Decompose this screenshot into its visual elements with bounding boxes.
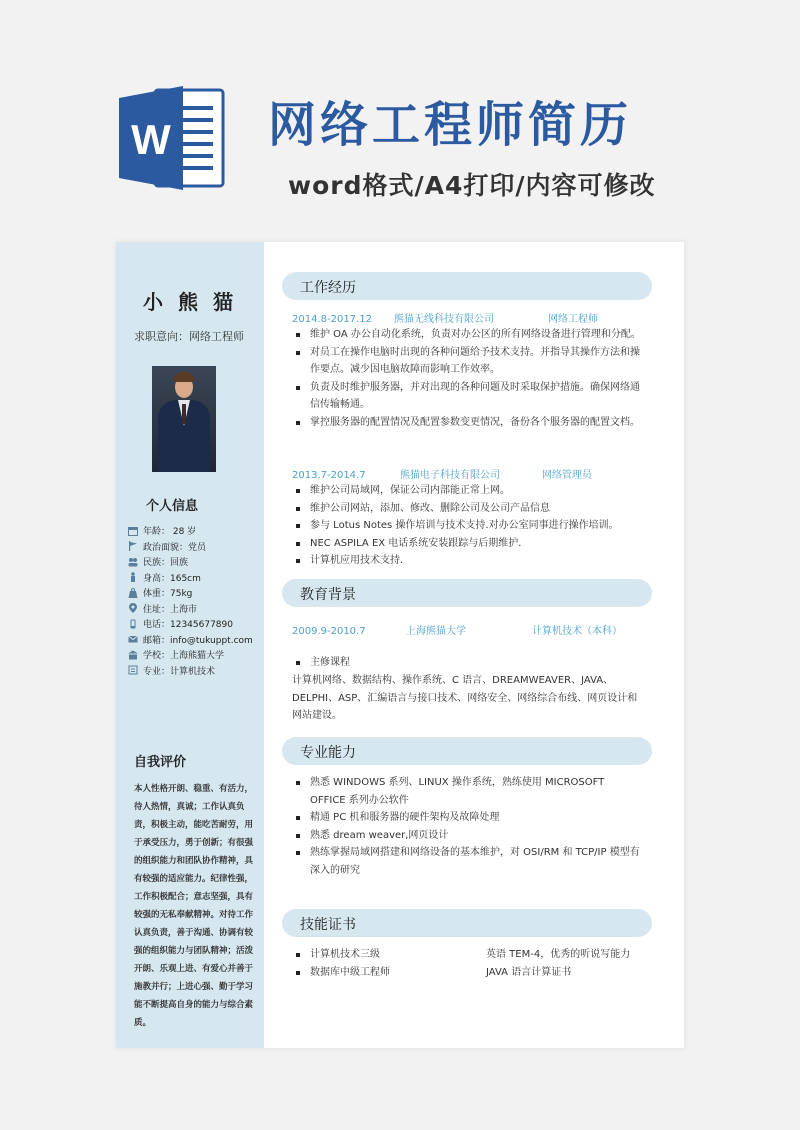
- education-meta: 2009.9-2010.7 上海熊猫大学 计算机技术（本科）: [292, 626, 622, 637]
- major-icon: [128, 665, 138, 675]
- skills-section-header: [282, 737, 652, 765]
- work-section-header: [282, 272, 652, 300]
- list-item: 计算机应用技术支持.: [292, 552, 642, 570]
- job-meta: 2014.8-2017.12 熊猫无线科技有限公司 网络工程师: [292, 314, 598, 325]
- page-title: 网络工程师简历: [268, 97, 633, 153]
- job-meta: 2013.7-2014.7 熊猫电子科技有限公司 网络管理员: [292, 470, 592, 481]
- education-section-header: [282, 579, 652, 607]
- candidate-name: 小 熊 猫: [143, 290, 237, 314]
- education-heading: 教育背景: [300, 587, 356, 603]
- word-document-icon: [117, 84, 229, 192]
- certs-left-list: [292, 946, 390, 981]
- job-intent: 求职意向：网络工程师: [134, 330, 244, 343]
- list-item: 数据库中级工程师: [292, 964, 390, 982]
- profile-photo: [152, 366, 216, 472]
- flag-icon: [128, 541, 138, 551]
- self-eval-heading: 自我评价: [134, 755, 187, 770]
- list-item: 负责及时维护服务器，并对出现的各种问题及时采取保护措施。确保网络通信传输畅通。: [292, 379, 642, 414]
- height-icon: [128, 572, 138, 582]
- list-item: JAVA 语言计算证书: [486, 966, 572, 978]
- list-item: 对员工在操作电脑时出现的各种问题给予技术支持。并指导其操作方法和操作要点。减少因电脑故障而影响工作效率。: [292, 344, 642, 379]
- location-icon: [128, 603, 138, 613]
- info-row: 民族：回族: [128, 554, 262, 570]
- self-eval-text: 本人性格开朗、稳重、有活力，待人热情，真诚；工作认真负责，积极主动，能吃苦耐劳，用于承受压力，勇于创新；有很强的组织能力和团队协作精神，具有较强的适应能力。纪律性强，工作积极配合；意志坚强，具有较强的无私奉献精神。对待工作认真负责，善于沟通、协调有较强的组织能力与团队精神；活泼开朗、乐观上进、有爱心并善于施教并行；上进心强、勤于学习能不断提高自身的能力与综合素质。: [134, 784, 254, 1028]
- info-row: 体重：75kg: [128, 585, 262, 601]
- list-item: 熟悉 dream weaver,网页设计: [292, 827, 642, 845]
- job-duty-list: [292, 326, 642, 431]
- list-item: 计算机技术三级: [292, 946, 390, 964]
- list-item: 英语 TEM-4，优秀的听说写能力: [486, 949, 631, 960]
- weight-icon: [128, 588, 138, 598]
- list-item: 维护公司网站，添加、修改、删除公司及公司产品信息: [292, 500, 642, 518]
- skills-heading: 专业能力: [300, 745, 356, 761]
- personal-info-list: [128, 523, 262, 678]
- main-content: [264, 242, 684, 1048]
- info-row: 电话：12345677890: [128, 616, 262, 632]
- info-row: 学校：上海熊猫大学: [128, 647, 262, 663]
- list-item: 维护公司局域网，保证公司内部能正常上网。: [292, 482, 642, 500]
- personal-info-heading: 个人信息: [146, 499, 199, 514]
- courses-list: [292, 654, 642, 672]
- banner: [0, 0, 800, 240]
- list-item: 参与 Lotus Notes 操作培训与技术支持.对办公室同事进行操作培训。: [292, 517, 642, 535]
- job-duty-list: [292, 482, 642, 570]
- list-item: 熟悉 WINDOWS 系列、LINUX 操作系统，熟练使用 MICROSOFT OFFICE 系列办公软件: [292, 774, 642, 809]
- work-heading: 工作经历: [300, 280, 356, 296]
- calendar-icon: [128, 526, 138, 536]
- list-item: 熟练掌握局域网搭建和网络设备的基本维护，对 OSI/RM 和 TCP/IP 模型有深入的研究: [292, 844, 642, 879]
- school-icon: [128, 650, 138, 660]
- certs-heading: 技能证书: [300, 917, 356, 933]
- certs-right-list: [486, 946, 630, 981]
- list-item: 掌控服务器的配置情况及配置参数变更情况，备份各个服务器的配置文档。: [292, 414, 642, 432]
- list-item: NEC ASPILA EX 电话系统安装跟踪与后期维护.: [292, 535, 642, 553]
- mail-icon: [128, 634, 138, 644]
- list-item: 主修课程: [292, 654, 642, 672]
- info-row: 邮箱：info@tukuppt.com: [128, 632, 262, 648]
- phone-icon: [128, 619, 138, 629]
- info-row: 住址：上海市: [128, 601, 262, 617]
- people-icon: [128, 557, 138, 567]
- info-row: 身高：165cm: [128, 570, 262, 586]
- info-row: 政治面貌：党员: [128, 539, 262, 555]
- list-item: 维护 OA 办公自动化系统，负责对办公区的所有网络设备进行管理和分配。: [292, 326, 642, 344]
- sidebar: [116, 242, 264, 1048]
- info-row: 年龄： 28 岁: [128, 523, 262, 539]
- resume-page: [116, 242, 684, 1048]
- certs-section-header: [282, 909, 652, 937]
- skills-list: [292, 774, 642, 879]
- courses-text: 计算机网络、数据结构、操作系统、C 语言、DREAMWEAVER、JAVA、DELPHI、ASP、汇编语言与接口技术、网络安全、网络综合布线、网页设计和网站建设。: [292, 675, 638, 721]
- page-subtitle: word格式/A4打印/内容可修改: [288, 171, 656, 200]
- svg-text:W: W: [131, 116, 171, 163]
- info-row: 专业：计算机技术: [128, 663, 262, 679]
- list-item: 精通 PC 机和服务器的硬件架构及故障处理: [292, 809, 642, 827]
